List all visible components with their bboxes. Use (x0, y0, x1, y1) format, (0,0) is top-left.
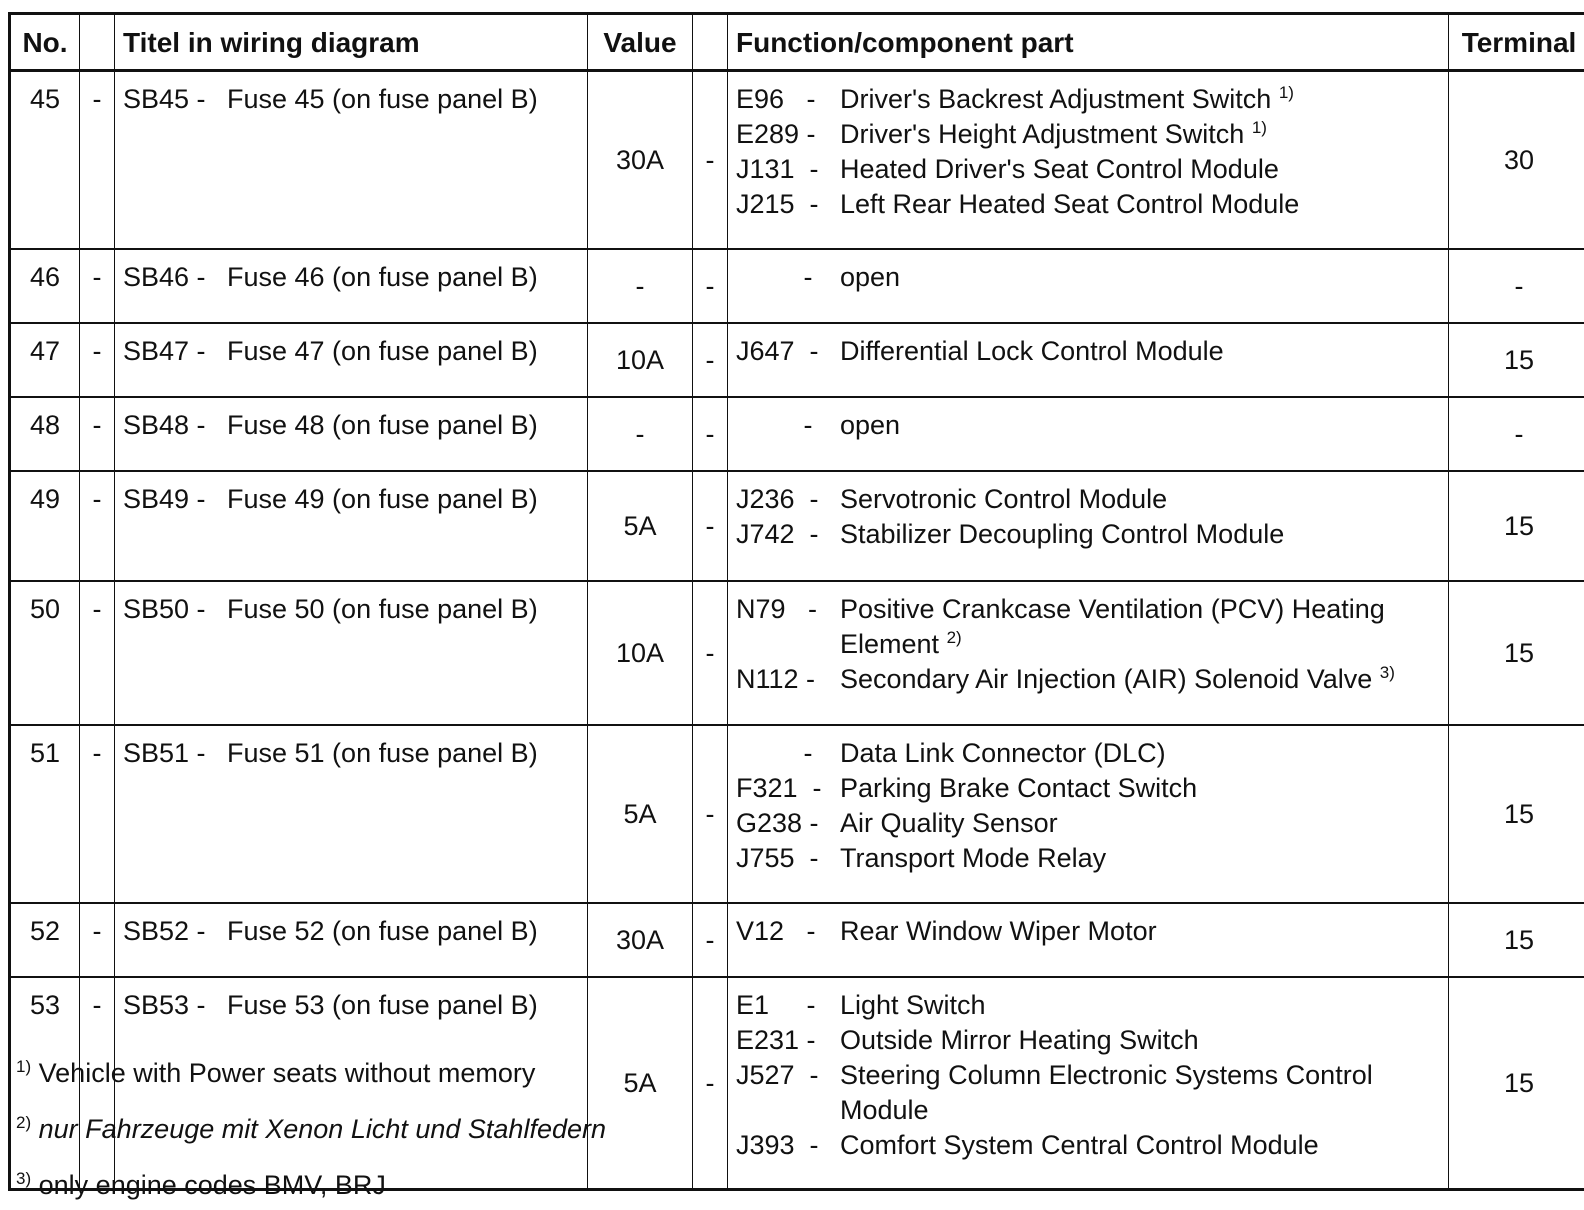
fuse-title-cell (115, 71, 588, 250)
component-description (840, 482, 1444, 517)
footnote-reference: 3) (1380, 663, 1395, 682)
fuse-title-cell (115, 903, 588, 977)
footnotes (16, 1042, 606, 1210)
component-description-text: open (840, 262, 900, 292)
component-description-text: open (840, 410, 900, 440)
component-description (840, 771, 1444, 806)
component-item (736, 152, 1444, 187)
header-spacer (80, 14, 115, 71)
component-item (736, 482, 1444, 517)
table-row (10, 471, 1584, 581)
footnote-mark: 1) (16, 1057, 31, 1076)
component-list-cell (728, 977, 1449, 1190)
dash-cell: - (80, 397, 115, 471)
component-item (736, 771, 1444, 806)
component-description (840, 1058, 1444, 1128)
fuse-value-cell: 10A (588, 323, 693, 397)
dash-cell: - (693, 725, 728, 903)
table-row (10, 725, 1584, 903)
component-description-text: Rear Window Wiper Motor (840, 916, 1157, 946)
component-list-cell (728, 471, 1449, 581)
fuse-value-cell: 5A (588, 725, 693, 903)
terminal-cell: - (1449, 397, 1584, 471)
component-code: - (736, 408, 840, 443)
component-item (736, 1058, 1444, 1128)
terminal-cell: 15 (1449, 725, 1584, 903)
component-description-text: Stabilizer Decoupling Control Module (840, 519, 1284, 549)
dash-cell: - (693, 397, 728, 471)
dash-cell: - (693, 249, 728, 323)
table-row (10, 903, 1584, 977)
fuse-number-cell: 47 (10, 323, 80, 397)
component-description (840, 914, 1444, 949)
fuse-code: SB49 - (123, 482, 227, 517)
fuse-code: SB47 - (123, 334, 227, 369)
header-terminal: Terminal (1449, 14, 1584, 71)
terminal-cell: - (1449, 249, 1584, 323)
fuse-number-cell: 46 (10, 249, 80, 323)
fuse-title-text: Fuse 49 (on fuse panel B) (227, 484, 538, 514)
fuse-code: SB46 - (123, 260, 227, 295)
footnote (16, 1098, 606, 1154)
fuse-code: SB52 - (123, 914, 227, 949)
table-body (10, 71, 1584, 1190)
component-item (736, 260, 1444, 295)
component-description (840, 334, 1444, 369)
component-code: J742 - (736, 517, 840, 552)
fuse-value-cell: - (588, 249, 693, 323)
fuse-title-text: Fuse 47 (on fuse panel B) (227, 336, 538, 366)
component-item (736, 517, 1444, 552)
component-description (840, 260, 1444, 295)
component-description (840, 988, 1444, 1023)
table-row (10, 249, 1584, 323)
fuse-title-cell (115, 471, 588, 581)
fuse-title-cell (115, 725, 588, 903)
component-item (736, 1128, 1444, 1163)
table-row (10, 581, 1584, 725)
component-list-cell (728, 581, 1449, 725)
header-value: Value (588, 14, 693, 71)
component-description-text: Servotronic Control Module (840, 484, 1167, 514)
fuse-value-cell: 5A (588, 977, 693, 1190)
component-description (840, 592, 1444, 662)
fuse-title-text: Fuse 48 (on fuse panel B) (227, 410, 538, 440)
fuse-number-cell: 51 (10, 725, 80, 903)
component-list-cell (728, 725, 1449, 903)
component-description-text: Comfort System Central Control Module (840, 1130, 1319, 1160)
fuse-number-cell: 49 (10, 471, 80, 581)
terminal-cell: 15 (1449, 581, 1584, 725)
component-description-text: Air Quality Sensor (840, 808, 1058, 838)
component-item (736, 334, 1444, 369)
component-description (840, 152, 1444, 187)
terminal-cell: 15 (1449, 323, 1584, 397)
component-item (736, 408, 1444, 443)
dash-cell: - (80, 323, 115, 397)
fuse-code: SB51 - (123, 736, 227, 771)
footnote-text: only engine codes BMV, BRJ (39, 1170, 386, 1200)
component-code: J236 - (736, 482, 840, 517)
header-function: Function/component part (728, 14, 1449, 71)
component-code: J131 - (736, 152, 840, 187)
dash-cell: - (80, 471, 115, 581)
component-code: - (736, 736, 840, 771)
component-code: V12 - (736, 914, 840, 949)
fuse-title-cell (115, 397, 588, 471)
component-code: E289 - (736, 117, 840, 152)
dash-cell: - (693, 471, 728, 581)
component-code: N79 - (736, 592, 840, 662)
component-description (840, 517, 1444, 552)
component-item (736, 1023, 1444, 1058)
fuse-title-text: Fuse 51 (on fuse panel B) (227, 738, 538, 768)
component-list-cell (728, 249, 1449, 323)
component-code: E1 - (736, 988, 840, 1023)
component-item (736, 117, 1444, 152)
dash-cell: - (80, 249, 115, 323)
component-list-cell (728, 903, 1449, 977)
component-description-text: Outside Mirror Heating Switch (840, 1025, 1199, 1055)
component-item (736, 82, 1444, 117)
fuse-value-cell: 10A (588, 581, 693, 725)
component-description (840, 806, 1444, 841)
fuse-value-cell: 30A (588, 903, 693, 977)
table-row (10, 323, 1584, 397)
fuse-code: SB48 - (123, 408, 227, 443)
fuse-code: SB45 - (123, 82, 227, 117)
dash-cell: - (80, 581, 115, 725)
terminal-cell: 15 (1449, 977, 1584, 1190)
fuse-title-text: Fuse 46 (on fuse panel B) (227, 262, 538, 292)
component-item (736, 841, 1444, 876)
header-spacer (693, 14, 728, 71)
footnote-mark: 2) (16, 1113, 31, 1132)
component-code: G238 - (736, 806, 840, 841)
component-list-cell (728, 71, 1449, 250)
fuse-title-cell (115, 323, 588, 397)
component-description (840, 736, 1444, 771)
fuse-table (8, 12, 1584, 1191)
table-header-row (10, 14, 1584, 71)
table-row (10, 71, 1584, 250)
terminal-cell: 15 (1449, 471, 1584, 581)
footnote-reference: 1) (1252, 118, 1267, 137)
header-no: No. (10, 14, 80, 71)
fuse-title-text: Fuse 45 (on fuse panel B) (227, 84, 538, 114)
component-description-text: Differential Lock Control Module (840, 336, 1224, 366)
fuse-title-cell (115, 581, 588, 725)
component-item (736, 988, 1444, 1023)
fuse-title-text: Fuse 50 (on fuse panel B) (227, 594, 538, 624)
footnote (16, 1042, 606, 1098)
dash-cell: - (80, 725, 115, 903)
component-description (840, 117, 1444, 152)
component-item (736, 736, 1444, 771)
component-code: J647 - (736, 334, 840, 369)
dash-cell: - (80, 903, 115, 977)
component-list-cell (728, 397, 1449, 471)
component-description-text: Transport Mode Relay (840, 843, 1106, 873)
terminal-cell: 15 (1449, 903, 1584, 977)
component-code: F321 - (736, 771, 840, 806)
component-code: J527 - (736, 1058, 840, 1128)
dash-cell: - (80, 71, 115, 250)
fuse-value-cell: - (588, 397, 693, 471)
component-code: J755 - (736, 841, 840, 876)
terminal-cell: 30 (1449, 71, 1584, 250)
component-description (840, 408, 1444, 443)
component-description-text: Driver's Backrest Adjustment Switch (840, 84, 1271, 114)
footnote-reference: 1) (1279, 83, 1294, 102)
fuse-title-text: Fuse 52 (on fuse panel B) (227, 916, 538, 946)
component-item (736, 914, 1444, 949)
component-description-text: Positive Crankcase Ventilation (PCV) Heating Element (840, 594, 1385, 659)
component-description (840, 841, 1444, 876)
component-description-text: Driver's Height Adjustment Switch (840, 119, 1244, 149)
component-item (736, 592, 1444, 662)
component-code: J393 - (736, 1128, 840, 1163)
component-description-text: Left Rear Heated Seat Control Module (840, 189, 1299, 219)
fuse-number-cell: 48 (10, 397, 80, 471)
header-title: Titel in wiring diagram (115, 14, 588, 71)
component-description (840, 82, 1444, 117)
dash-cell: - (693, 903, 728, 977)
dash-cell: - (80, 977, 115, 1190)
dash-cell: - (693, 71, 728, 250)
component-description-text: Secondary Air Injection (AIR) Solenoid Valve (840, 664, 1372, 694)
component-item (736, 806, 1444, 841)
component-code: E231 - (736, 1023, 840, 1058)
fuse-number-cell: 50 (10, 581, 80, 725)
fuse-title-text: Fuse 53 (on fuse panel B) (227, 990, 538, 1020)
fuse-code: SB53 - (123, 988, 227, 1023)
component-code: E96 - (736, 82, 840, 117)
component-code: J215 - (736, 187, 840, 222)
component-code: - (736, 260, 840, 295)
fuse-number-cell: 53 (10, 977, 80, 1190)
fuse-number-cell: 52 (10, 903, 80, 977)
component-item (736, 187, 1444, 222)
component-description-text: Parking Brake Contact Switch (840, 773, 1197, 803)
component-description-text: Heated Driver's Seat Control Module (840, 154, 1279, 184)
dash-cell: - (693, 581, 728, 725)
component-code: N112 - (736, 662, 840, 697)
fuse-value-cell: 5A (588, 471, 693, 581)
dash-cell: - (693, 977, 728, 1190)
component-description (840, 1023, 1444, 1058)
footnote-text: Vehicle with Power seats without memory (39, 1058, 536, 1088)
footnote-reference: 2) (947, 628, 962, 647)
fuse-value-cell: 30A (588, 71, 693, 250)
component-description (840, 187, 1444, 222)
fuse-title-cell (115, 249, 588, 323)
component-description (840, 662, 1444, 697)
component-description-text: Data Link Connector (DLC) (840, 738, 1166, 768)
component-description-text: Steering Column Electronic Systems Control Module (840, 1060, 1373, 1125)
fuse-number-cell: 45 (10, 71, 80, 250)
fuse-code: SB50 - (123, 592, 227, 627)
footnote-mark: 3) (16, 1169, 31, 1188)
component-description (840, 1128, 1444, 1163)
component-list-cell (728, 323, 1449, 397)
footnote (16, 1154, 606, 1210)
dash-cell: - (693, 323, 728, 397)
component-item (736, 662, 1444, 697)
table-row (10, 397, 1584, 471)
component-description-text: Light Switch (840, 990, 986, 1020)
footnote-text: nur Fahrzeuge mit Xenon Licht und Stahlfedern (39, 1114, 606, 1144)
